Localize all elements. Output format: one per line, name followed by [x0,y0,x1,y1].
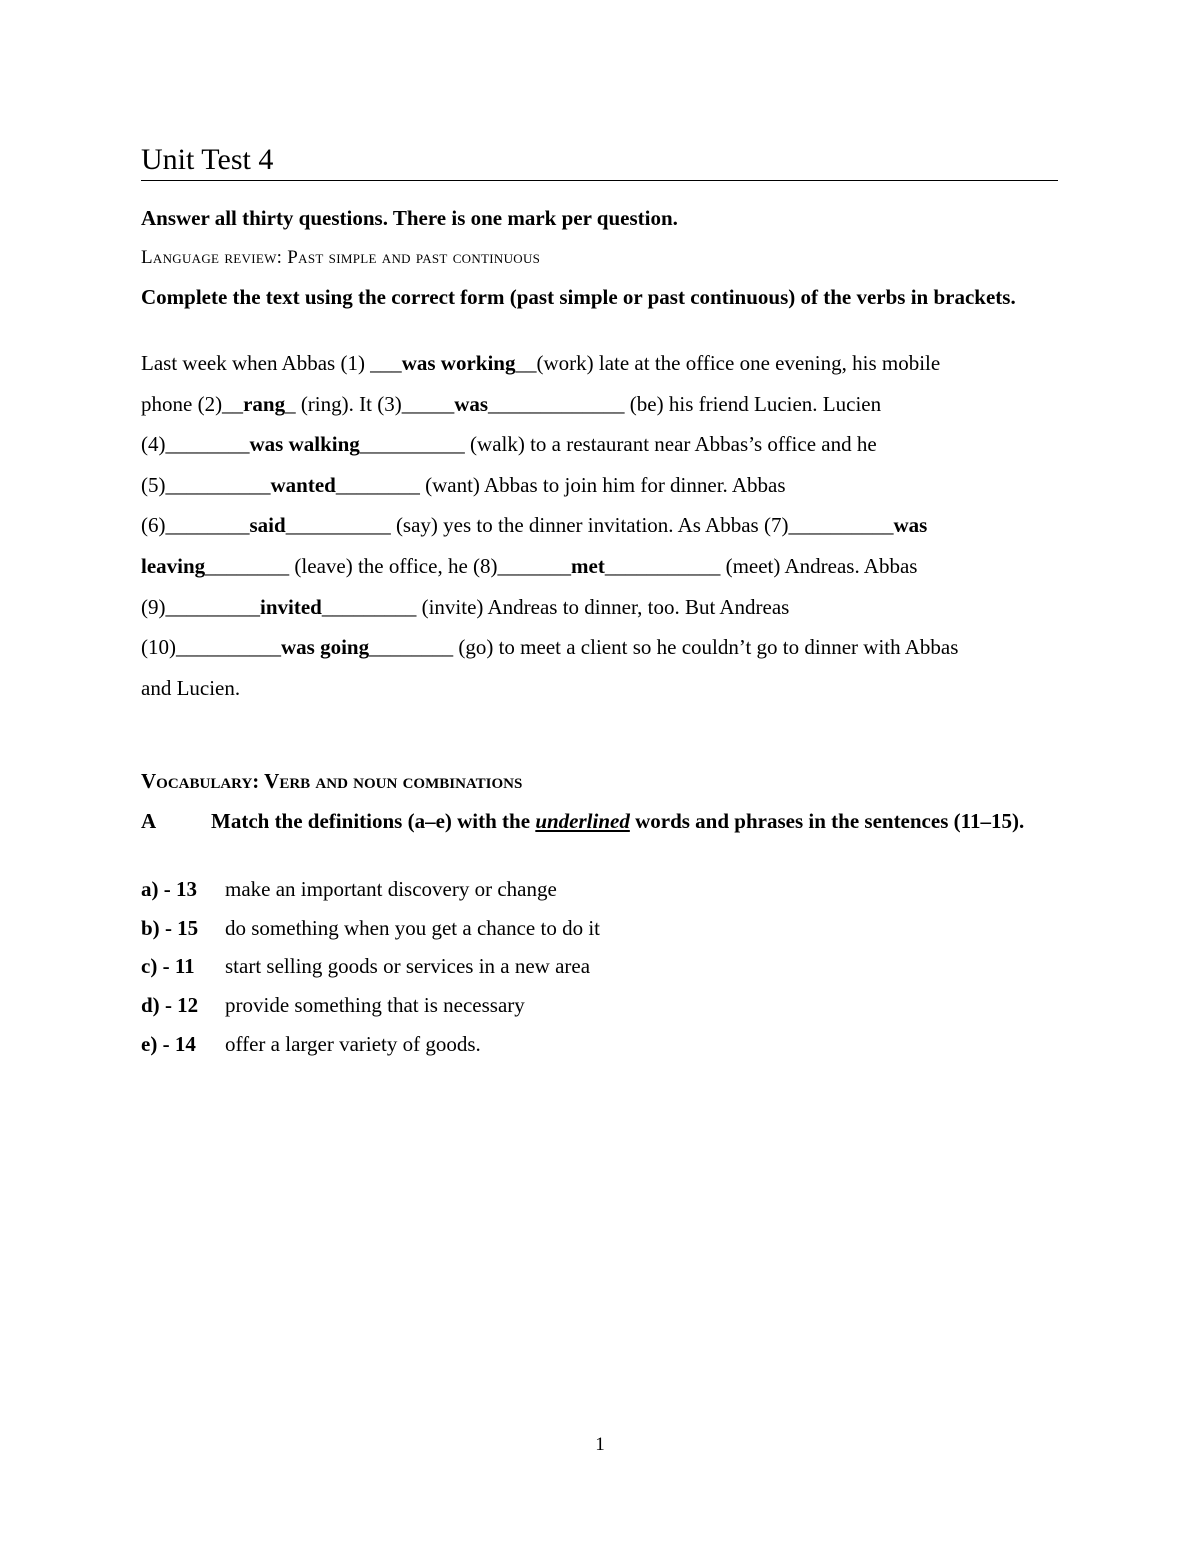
passage-text: (6)________ [141,513,250,538]
passage-text: ___________ (meet) Andreas. Abbas [604,553,918,578]
answer-text: leaving [141,553,206,578]
passage-line [141,668,1061,709]
definition-label [141,986,225,1025]
passage-text: __(work) late at the office one evening, his mobile [515,351,941,375]
passage-text: ________ (go) to meet a client so he couldn’t go to dinner with Abbas [369,635,959,660]
task-a-instruction [141,808,1058,834]
passage-line [141,343,1061,384]
definition-label [141,947,225,986]
answer-text: was working [401,351,516,375]
task-a-underlined: underlined [535,809,630,833]
passage-text: phone (2)__ [141,391,244,416]
definition-text: make an important discovery or change [225,877,557,901]
passage-line [141,424,1061,465]
page-title: Unit Test 4 [141,140,1058,181]
definition-item [141,870,1058,909]
passage-text: (10)__________ [141,635,281,660]
task-letter: A [141,809,157,833]
passage-text: (9)_________ [141,594,260,619]
passage-line [141,546,1061,587]
passage-text: __________ (walk) to a restaurant near Abbas’s office and he [359,432,877,457]
definition-text: provide something that is necessary [225,993,525,1018]
definition-item [141,986,1058,1025]
task-a-text-before: Match the definitions (a–e) with the [211,809,536,833]
answer-text: rang [243,391,286,416]
task-a-text-after: words and phrases in the sentences (11–15). [629,809,1025,833]
passage-text: _ (ring). It (3)_____ [285,391,455,416]
definition-text: do something when you get a chance to do it [225,915,600,940]
passage-text: and Lucien. [141,675,241,700]
passage-text: (5)__________ [141,472,271,497]
answer-text: was [893,513,928,538]
definition-answer: - 15 [164,915,199,940]
answer-text: said [249,513,286,538]
passage-text: __________ (say) yes to the dinner invitation. As Abbas (7)__________ [285,513,894,538]
answer-text: was going [281,635,370,660]
answer-text: wanted [270,472,336,497]
answer-text: invited [260,594,322,619]
answer-text: was [454,391,489,416]
instructions: Answer all thirty questions. There is one mark per question. [141,206,678,230]
definition-item [141,947,1058,986]
section-heading-vocabulary: Vocabulary: Verb and noun combinations [141,769,523,793]
definition-label [141,909,225,948]
passage-text: _________ (invite) Andreas to dinner, too. But Andreas [321,594,790,619]
passage-line [141,587,1061,628]
definition-letter: c) [141,954,158,979]
definition-answer: - 14 [162,1031,196,1056]
section-heading-language-review: Language review: Past simple and past continuous [141,247,541,268]
definition-letter: a) [141,877,159,901]
definition-item [141,909,1058,948]
definition-item [141,1025,1058,1064]
definition-letter: b) [141,915,160,940]
passage-text: _____________ (be) his friend Lucien. Lucien [488,391,882,416]
definition-text: offer a larger variety of goods. [225,1031,481,1056]
definition-letter: d) [141,993,160,1018]
definition-label [141,1025,225,1064]
definition-answer: - 13 [163,877,197,901]
passage-text: (4)________ [141,432,250,457]
passage-line [141,627,1061,668]
definition-letter: e) [141,1031,158,1056]
passage-line [141,384,1061,425]
passage-line [141,465,1061,506]
passage-text: ________ (want) Abbas to join him for dinner. Abbas [335,472,786,497]
definition-answer: - 12 [164,993,199,1018]
definitions-list [141,870,1058,1063]
task-instruction: Complete the text using the correct form (past simple or past continuous) of the verbs in brackets. [141,285,1016,309]
definition-text: start selling goods or services in a new area [225,954,591,979]
answer-text: met [571,553,605,578]
definition-label [141,870,225,909]
passage-line [141,505,1061,546]
page-number: 1 [595,1434,605,1455]
answer-text: was walking [249,432,360,457]
definition-answer: - 11 [162,954,195,979]
passage-text: ________ (leave) the office, he (8)_______ [205,553,572,578]
gap-fill-passage [141,343,1061,708]
passage-text: Last week when Abbas (1) ___ [141,351,402,375]
